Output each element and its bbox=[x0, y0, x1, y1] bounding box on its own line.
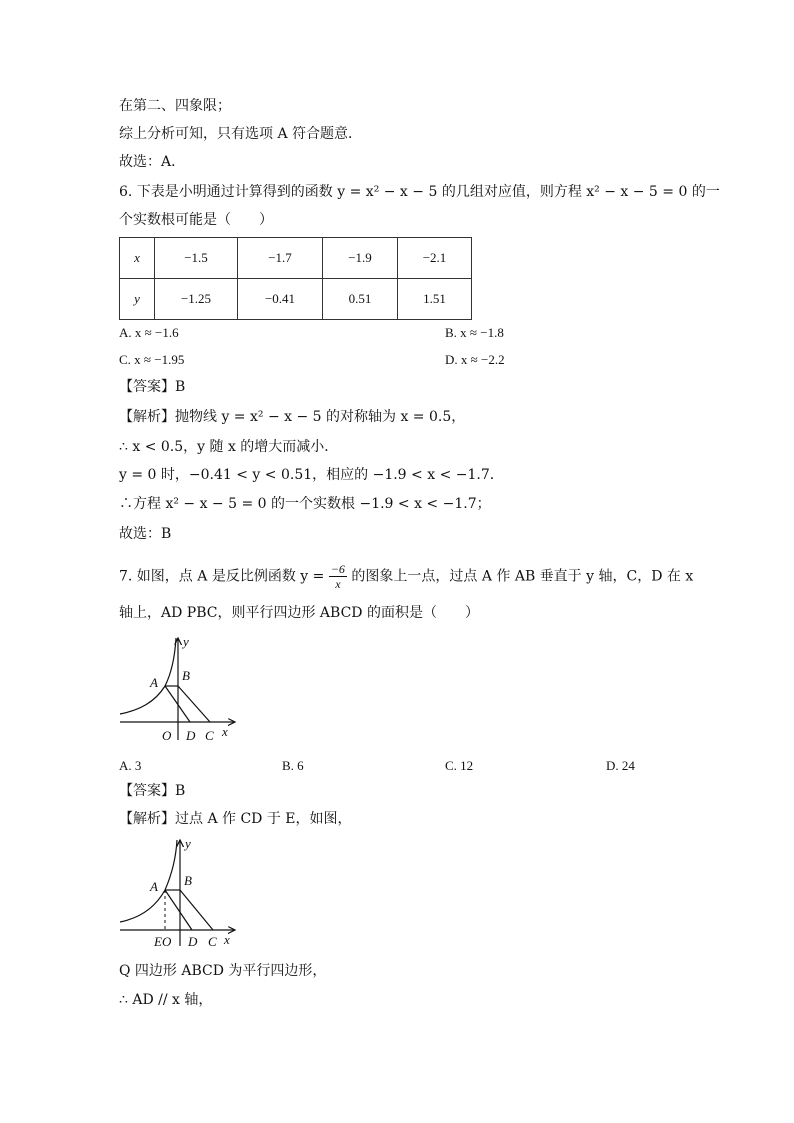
option-b: B. x ≈ −1.8 bbox=[445, 325, 504, 340]
label-o: O bbox=[162, 728, 172, 743]
table-cell: 0.51 bbox=[323, 279, 398, 320]
table-cell: −1.7 bbox=[238, 238, 323, 279]
solution-line: y = 0 时，−0.41 < y < 0.51，相应的 −1.9 < x < −1.7． bbox=[119, 467, 504, 483]
table-cell: −2.1 bbox=[398, 238, 472, 279]
question-6-stem: 6. 下表是小明通过计算得到的函数 y = x² − x − 5 的几组对应值，则方程 x² − x − 5 = 0 的一 bbox=[119, 184, 720, 200]
figure-solution bbox=[110, 832, 250, 952]
question-6-stem-cont: 个实数根可能是（ ） bbox=[119, 212, 273, 228]
table-cell: x bbox=[120, 238, 155, 279]
table-cell: 1.51 bbox=[398, 279, 472, 320]
question-7-stem-cont: 轴上，AD PBC，则平行四边形 ABCD 的面积是（ ） bbox=[119, 605, 479, 621]
option-a: A. 3 bbox=[119, 758, 142, 773]
hyperbola-curve bbox=[120, 638, 176, 714]
table-row bbox=[120, 238, 472, 279]
question-7-stem bbox=[119, 562, 693, 591]
fraction bbox=[329, 562, 347, 591]
q7-text-pre: 7. 如图，点 A 是反比例函数 y = bbox=[119, 568, 325, 585]
label-a: A bbox=[150, 879, 158, 894]
fraction-numerator: −6 bbox=[330, 562, 345, 576]
solution-line: Q 四边形 ABCD 为平行四边形， bbox=[119, 963, 327, 979]
hyperbola-curve bbox=[120, 840, 177, 922]
label-b: B bbox=[182, 668, 190, 683]
table-cell: −1.5 bbox=[155, 238, 238, 279]
figure-parallelogram bbox=[110, 630, 250, 745]
label-a: A bbox=[150, 675, 158, 690]
solution-line: ∴ AD // x 轴， bbox=[119, 992, 213, 1008]
segment-bc bbox=[180, 890, 213, 930]
q7-text-post: 的图象上一点，过点 A 作 AB 垂直于 y 轴，C，D 在 x bbox=[351, 568, 694, 585]
label-y: y bbox=[183, 634, 189, 649]
option-d: D. 24 bbox=[606, 758, 635, 773]
text-line: 故选：A． bbox=[119, 154, 186, 170]
label-eo: EO bbox=[154, 934, 172, 949]
text-line: 在第二、四象限； bbox=[119, 98, 231, 114]
solution-line: 故选：B bbox=[119, 526, 172, 542]
solution-line: ∴ x < 0.5，y 随 x 的增大而减小． bbox=[119, 439, 339, 455]
label-b: B bbox=[184, 873, 192, 888]
solution-line: 【解析】抛物线 y = x² − x − 5 的对称轴为 x = 0.5， bbox=[119, 409, 466, 425]
solution-line: ∴方程 x² − x − 5 = 0 的一个实数根 −1.9 < x < −1.7； bbox=[119, 496, 491, 512]
solution-line: 【解析】过点 A 作 CD 于 E，如图， bbox=[119, 811, 352, 827]
answer-7: 【答案】B bbox=[119, 783, 186, 799]
label-c: C bbox=[208, 934, 217, 949]
table-cell: −1.25 bbox=[155, 279, 238, 320]
value-table bbox=[119, 237, 472, 320]
label-d: D bbox=[186, 728, 196, 743]
segment-ad bbox=[165, 890, 192, 930]
label-y: y bbox=[185, 836, 191, 851]
fraction-denominator: x bbox=[335, 577, 341, 591]
option-b: B. 6 bbox=[282, 758, 304, 773]
option-c: C. 12 bbox=[445, 758, 474, 773]
table-cell: −0.41 bbox=[238, 279, 323, 320]
table-cell: −1.9 bbox=[323, 238, 398, 279]
label-x: x bbox=[224, 932, 230, 947]
segment-bc bbox=[178, 686, 210, 722]
option-a: A. x ≈ −1.6 bbox=[119, 325, 179, 340]
text-line: 综上分析可知，只有选项 A 符合题意． bbox=[119, 126, 363, 142]
label-x: x bbox=[222, 724, 228, 739]
table-cell: y bbox=[120, 279, 155, 320]
option-c: C. x ≈ −1.95 bbox=[119, 352, 185, 367]
label-d: D bbox=[188, 934, 198, 949]
table-row bbox=[120, 279, 472, 320]
option-d: D. x ≈ −2.2 bbox=[445, 352, 505, 367]
label-c: C bbox=[205, 728, 214, 743]
answer-6: 【答案】B bbox=[119, 379, 186, 395]
